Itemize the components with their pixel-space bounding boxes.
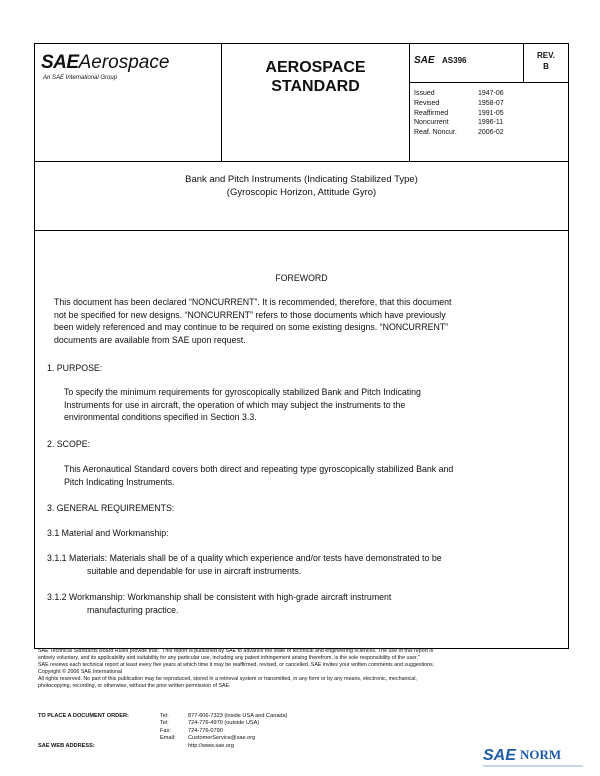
- contact-value: 724-776-0790: [188, 727, 223, 734]
- sae-mini-logo: SAE: [414, 55, 435, 66]
- history-label: Reaf. Noncur.: [414, 129, 457, 137]
- footer-line: entirely voluntary, and its applicability and suitability for any particular use, including any patent infringement arising therefrom, is the sole responsibility of the user.”: [38, 655, 420, 661]
- standard-type-cell: [222, 44, 410, 161]
- logo-subtitle: An SAE International Group: [43, 75, 118, 81]
- foreword-line: been widely referenced and may continue to be required on some existing designs. “NONCURRENT”: [54, 322, 449, 332]
- contact-value: 877-606-7323 (inside USA and Canada): [188, 713, 288, 719]
- title-line-2: (Gyroscopic Horizon, Attitude Gyro): [226, 187, 377, 198]
- document-title: [35, 162, 568, 231]
- purpose-paragraph: [64, 386, 421, 424]
- scope-line: This Aeronautical Standard covers both direct and repeating type gyroscopically stabilized Bank and: [64, 464, 454, 474]
- document-frame: [34, 43, 569, 649]
- purpose-line: Instruments for use in aircraft, the operation of which may subject the instruments to the: [64, 399, 406, 410]
- contact-key: Email:: [160, 735, 176, 742]
- purpose-line: To specify the minimum requirements for gyroscopically stabilized Bank and Pitch Indicating: [64, 387, 421, 397]
- document-id: AS396: [442, 56, 467, 65]
- footer-line: Copyright © 2006 SAE International: [38, 669, 122, 675]
- history-row: [414, 99, 504, 109]
- history-date: 1947-06: [478, 90, 504, 97]
- material-workmanship-heading: 3.1 Material and Workmanship:: [47, 528, 169, 538]
- sae-norm-watermark: [483, 740, 583, 770]
- contact-key: Tel:: [160, 713, 169, 719]
- revision-history: [414, 89, 504, 138]
- history-date: 1991-05: [478, 109, 504, 117]
- history-date: 1996-11: [478, 119, 504, 127]
- contact-key: Fax:: [160, 727, 171, 734]
- logo-cell: [35, 44, 222, 161]
- workmanship-paragraph: 3.1.2 Workmanship: Workmanship shall be consistent with high-grade aircraft instrument manufacturing practice.: [47, 592, 392, 615]
- contact-value: CustomerService@sae.org: [188, 735, 256, 742]
- revision-cell: REV. B: [523, 44, 568, 82]
- footer-line: All rights reserved. No part of this publication may be reproduced, stored in a retrieval system or transmitted, in any form or by any means, electronic, mechanical,: [38, 676, 417, 682]
- watermark-word: NORM: [520, 747, 562, 762]
- header: [35, 44, 568, 162]
- scope-heading: 2. SCOPE:: [47, 439, 91, 449]
- history-date: 2006-02: [478, 129, 504, 137]
- scope-paragraph: [64, 463, 453, 488]
- document-number-cell: [410, 44, 568, 161]
- watermark-brand: SAE: [483, 747, 516, 764]
- foreword-heading: FOREWORD: [275, 273, 328, 283]
- history-label: Reaffirmed: [414, 109, 449, 117]
- foreword-line: This document has been declared “NONCURRENT”. It is recommended, therefore, that this document: [54, 297, 452, 307]
- history-label: Issued: [414, 90, 435, 97]
- order-label: TO PLACE A DOCUMENT ORDER:: [38, 713, 129, 719]
- history-row: [414, 109, 504, 119]
- number-row: [410, 44, 568, 83]
- footer-line: SAE reviews each technical report at least every five years at which time it may be reaffirmed, revised, or cancelled. SAE invites your written comments and suggestions.: [38, 662, 435, 668]
- foreword-paragraph: [54, 296, 452, 346]
- footer-line: SAE Technical Standards Board Rules provide that: “This report is published by SAE to advance the state of technical and engineering sciences. The use of this report is: [38, 648, 434, 654]
- contact-value: http://www.sae.org: [188, 742, 235, 749]
- history-date: 1958-07: [478, 99, 504, 107]
- materials-paragraph: 3.1.1 Materials: Materials shall be of a quality which experience and/or tests have demonstrated to be suitable and dependable for use in aircraft instruments.: [47, 553, 442, 576]
- foreword-line: documents are available from SAE upon request.: [54, 334, 246, 345]
- history-row: [414, 89, 504, 99]
- scope-line: Pitch Indicating Instruments.: [64, 476, 175, 487]
- history-row: [414, 118, 504, 128]
- purpose-heading: 1. PURPOSE:: [47, 363, 103, 373]
- footer-line: photocopying, recording, or otherwise, without the prior written permission of SAE.: [38, 683, 231, 689]
- contact-key: Tel:: [160, 720, 169, 727]
- sae-aerospace-logo: SAEAerospace: [41, 52, 170, 73]
- history-row: [414, 128, 504, 138]
- purpose-line: environmental conditions specified in Section 3.3.: [64, 412, 257, 422]
- footer-legal-text: [38, 648, 568, 690]
- web-address-label: SAE WEB ADDRESS:: [38, 742, 95, 749]
- history-label: Revised: [414, 99, 440, 107]
- title-line-1: Bank and Pitch Instruments (Indicating Stabilized Type): [185, 174, 418, 185]
- history-label: Noncurrent: [414, 119, 449, 127]
- standard-type: AEROSPACE STANDARD: [265, 59, 366, 95]
- foreword-line: not be specified for new designs. “NONCURRENT” refers to those documents which have previously: [54, 309, 446, 320]
- general-requirements-heading: 3. GENERAL REQUIREMENTS:: [47, 503, 175, 513]
- contact-value: 724-776-4970 (outside USA): [188, 720, 260, 727]
